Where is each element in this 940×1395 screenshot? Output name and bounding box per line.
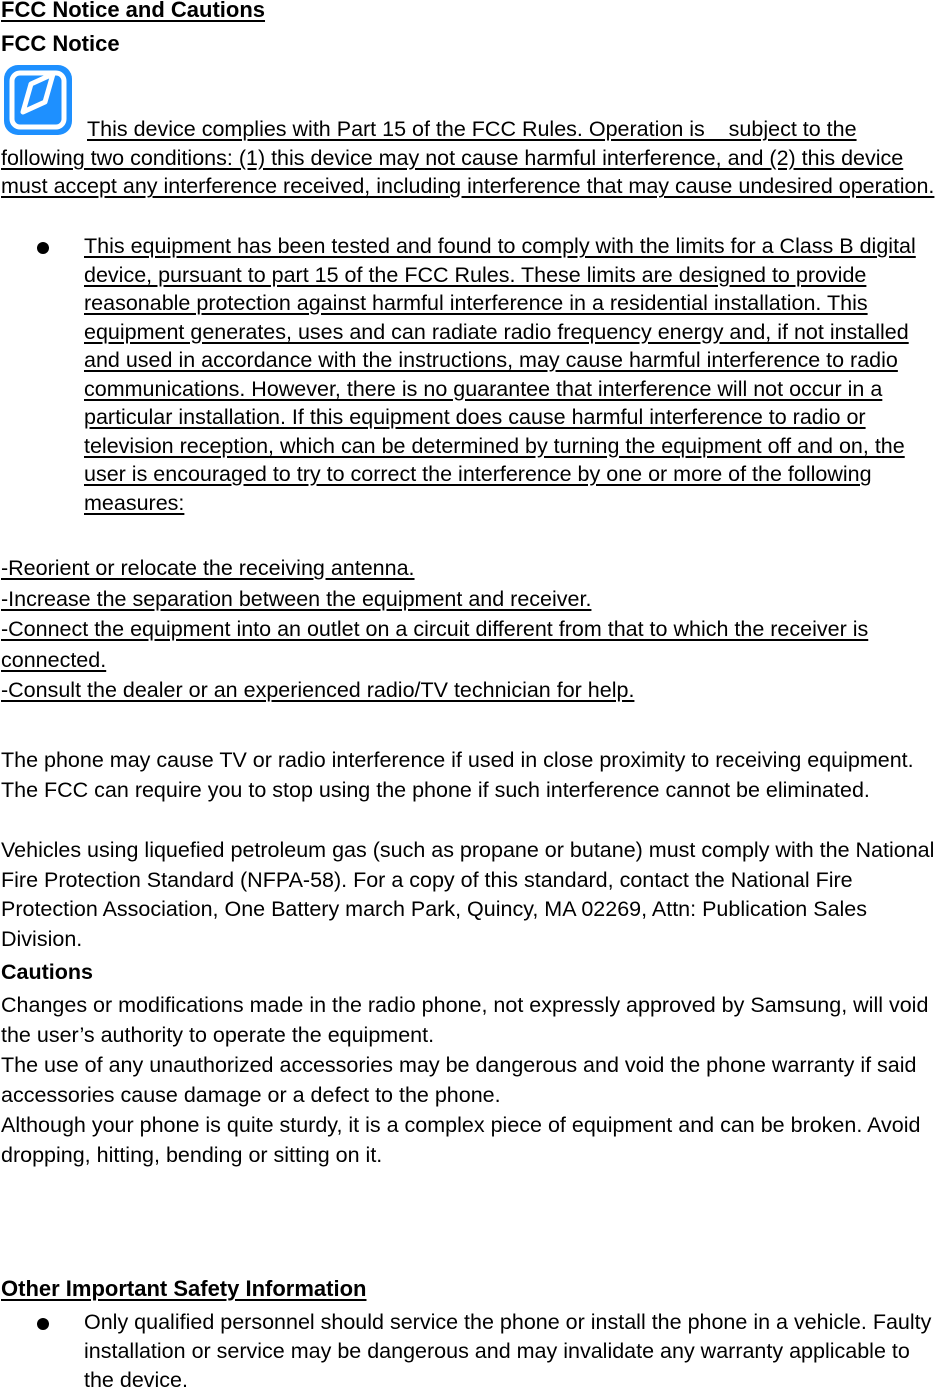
measure-item: [1, 675, 931, 706]
measure-item: [1, 614, 931, 675]
measure-text: -Increase the separation between the equipment and receiver.: [1, 586, 592, 611]
bullet-dot-icon: [37, 242, 49, 254]
list-item: [0, 232, 940, 517]
safety-item-text: Only qualified personnel should service the phone or install the phone in a vehicle. Faulty installation or service may be dangerous and may invalidate any warranty applicable to the device.: [84, 1310, 932, 1392]
fcc-bullet-list: [0, 232, 940, 517]
other-safety-heading: Other Important Safety Information: [1, 1276, 367, 1301]
caution-paragraph: Although your phone is quite sturdy, it is a complex piece of equipment and can be broken. Avoid dropping, hitting, bending or sitting on it.: [1, 1113, 921, 1167]
interference-measures: [1, 553, 931, 706]
measure-text: -Consult the dealer or an experienced radio/TV technician for help.: [1, 678, 635, 702]
measure-item: [1, 553, 931, 584]
measure-text: -Connect the equipment into an outlet on a circuit different from that to which the receiver is connected.: [1, 617, 869, 672]
fcc-notice-heading: FCC Notice: [1, 31, 120, 56]
cautions-heading: Cautions: [1, 960, 93, 984]
page-title: FCC Notice and Cautions: [1, 0, 266, 22]
tv-interference-paragraph: The phone may cause TV or radio interference if used in close proximity to receiving equipment. The FCC can require you to stop using the phone if such interference cannot be eliminated.: [1, 748, 914, 802]
caution-paragraph: Changes or modifications made in the radio phone, not expressly approved by Samsung, will void the user’s authority to operate the equipment.: [1, 993, 929, 1047]
list-item: [0, 1308, 940, 1395]
bullet-dot-icon: [37, 1318, 49, 1330]
other-safety-list: [0, 1308, 940, 1395]
caution-paragraph: The use of any unauthorized accessories may be dangerous and void the phone warranty if said accessories cause damage or a defect to the phone.: [1, 1053, 917, 1107]
class-b-statement: This equipment has been tested and found to comply with the limits for a Class B digital device, pursuant to part 15 of the FCC Rules. These limits are designed to provide reasonable protection against harmful interference in a residential installation. This equipment generates, uses and can radiate radio frequency energy and, if not installed and used in accordance with the instructions, may cause harmful interference to radio communications. However, there is no guarantee that interference will not occur in a particular installation. If this equipment does cause harmful interference to radio or television reception, which can be determined by turning the equipment off and on, the user is encouraged to try to correct the interference by one or more of the following measures:: [84, 234, 916, 515]
fcc-compliance-text: This device complies with Part 15 of the FCC Rules. Operation is subject to the following two conditions: (1) this device may not cause harmful interference, and (2) this device must accept any interference received, including interference that may cause undesired operation.: [1, 117, 935, 199]
lpg-vehicles-paragraph: Vehicles using liquefied petroleum gas (such as propane or butane) must comply with the National Fire Protection Standard (NFPA-58). For a copy of this standard, contact the National Fire Protection Association, One Battery march Park, Quincy, MA 02269, Attn: Publication Sales Division.: [1, 838, 935, 951]
measure-item: [1, 584, 931, 615]
measure-text: -Reorient or relocate the receiving antenna.: [1, 556, 415, 580]
